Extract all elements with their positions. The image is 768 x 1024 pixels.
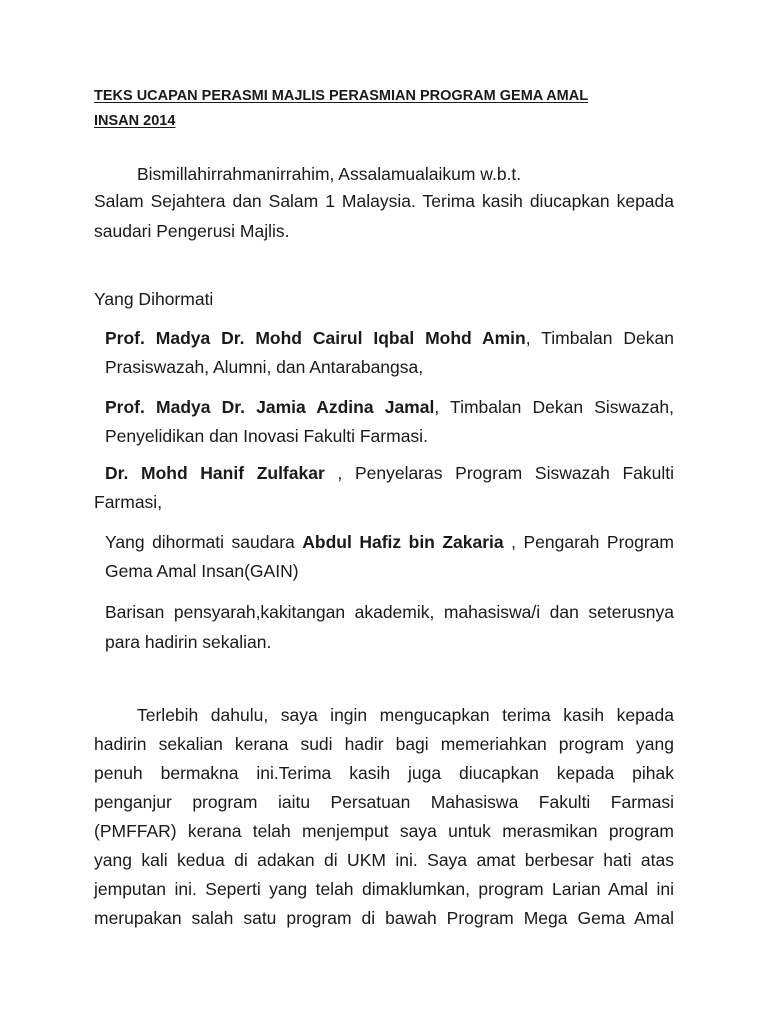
- dignitary-4-name: Abdul Hafiz bin Zakaria: [302, 532, 504, 552]
- body-line-7: jemputan ini. Seperti yang telah dimaklumkan, program Larian Amal ini: [94, 879, 674, 899]
- dignitary-2-name: Prof. Madya Dr. Jamia Azdina Jamal: [105, 397, 435, 417]
- dignitary-4-line-2: Gema Amal Insan(GAIN): [105, 561, 299, 581]
- dignitary-4-title: , Pengarah Program: [503, 532, 674, 552]
- dignitary-3-title: , Penyelaras Program Siswazah Fakulti: [324, 463, 674, 483]
- dignitary-3-line-2: Farmasi,: [94, 492, 163, 512]
- dignitary-3-line-1: [105, 461, 674, 485]
- audience-line-1: Barisan pensyarah,kakitangan akademik, mahasiswa/i dan seterusnya: [105, 602, 674, 622]
- dignitary-2-line-1: [105, 395, 674, 419]
- dignitary-2-line-2: Penyelidikan dan Inovasi Fakulti Farmasi.: [105, 426, 428, 446]
- dignitary-1-line-2: Prasiswazah, Alumni, dan Antarabangsa,: [105, 357, 424, 377]
- body-line-6: yang kali kedua di adakan di UKM ini. Saya amat berbesar hati atas: [94, 850, 674, 870]
- greeting-line-1: Bismillahirrahmanirrahim, Assalamualaikum w.b.t.: [137, 164, 522, 184]
- body-line-8: merupakan salah satu program di bawah Program Mega Gema Amal: [94, 908, 674, 928]
- body-line-5: (PMFFAR) kerana telah menjemput saya untuk merasmikan program: [94, 821, 674, 841]
- dignitary-2-title: , Timbalan Dekan Siswazah,: [434, 397, 674, 417]
- dignitary-4-line-1: [105, 530, 674, 554]
- dignitary-1-line-1: [105, 326, 674, 350]
- body-line-3: penuh bermakna ini.Terima kasih juga diucapkan kepada pihak: [94, 763, 674, 783]
- dignitary-1-name: Prof. Madya Dr. Mohd Cairul Iqbal Mohd Amin: [105, 328, 526, 348]
- greeting-line-2: Salam Sejahtera dan Salam 1 Malaysia. Terima kasih diucapkan kepada: [94, 191, 674, 211]
- greeting-line-3: saudari Pengerusi Majlis.: [94, 221, 290, 241]
- dignitary-1-title: , Timbalan Dekan: [525, 328, 674, 348]
- body-line-4: penganjur program iaitu Persatuan Mahasiswa Fakulti Farmasi: [94, 792, 674, 812]
- audience-line-2: para hadirin sekalian.: [105, 632, 272, 652]
- document-title-line-1: TEKS UCAPAN PERASMI MAJLIS PERASMIAN PROGRAM GEMA AMAL: [94, 88, 589, 104]
- body-line-1: Terlebih dahulu, saya ingin mengucapkan terima kasih kepada: [137, 705, 674, 725]
- honorifics-heading: Yang Dihormati: [94, 289, 214, 309]
- body-line-2: hadirin sekalian kerana sudi hadir bagi memeriahkan program yang: [94, 734, 674, 754]
- dignitary-4-prefix: Yang dihormati saudara: [105, 532, 303, 552]
- document-title-line-2: INSAN 2014: [94, 113, 176, 129]
- dignitary-3-name: Dr. Mohd Hanif Zulfakar: [105, 463, 325, 483]
